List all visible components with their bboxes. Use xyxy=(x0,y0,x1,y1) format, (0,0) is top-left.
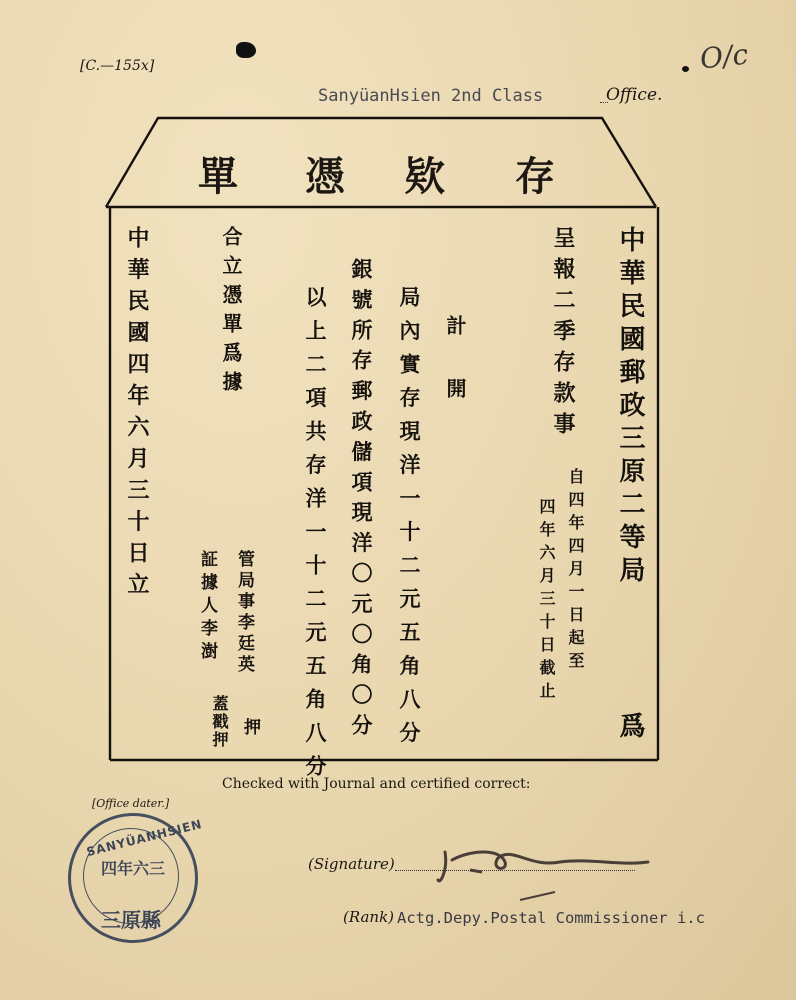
office-name: SanyüanHsien 2nd Class xyxy=(318,86,544,106)
manager-column: 管局事李廷英 xyxy=(234,550,254,676)
office-dater-label: [Office dater.] xyxy=(92,797,170,810)
office-suffix: 爲 xyxy=(615,712,645,738)
basis-column: 合立憑單爲據 xyxy=(219,226,243,400)
item-2: 銀號所存郵政儲項現洋〇元〇角〇分 xyxy=(349,258,374,745)
title-char-3: 憑 xyxy=(305,153,347,200)
office-word: Office. xyxy=(606,85,663,105)
postmark-bottom-text: 三原縣 xyxy=(101,908,161,932)
title-char-1: 存 xyxy=(515,153,557,200)
witness-seal: 蓋戳押 xyxy=(210,695,229,749)
witness-column: 証據人李澍 xyxy=(197,550,217,665)
kai-char: 開 xyxy=(443,378,467,398)
handwritten-note: O/c xyxy=(698,37,750,76)
period-from: 自四年四月一日起至 xyxy=(566,468,585,675)
item-1: 局內實存現洋一十二元五角八分 xyxy=(397,286,422,755)
signature-label: (Signature) xyxy=(308,855,395,873)
title-char-4: 單 xyxy=(198,153,240,200)
ji-char: 計 xyxy=(443,315,467,335)
rank-value: Actg.Depy.Postal Commissioner i.c xyxy=(397,909,705,927)
checked-statement: Checked with Journal and certified correct: xyxy=(222,776,531,792)
date-column: 中華民國四年六月三十日立 xyxy=(124,226,150,604)
title-char-2: 欵 xyxy=(405,153,447,200)
item-total: 以上二項共存洋一十二元五角八分 xyxy=(303,286,328,789)
postmark-date: 四年六三 xyxy=(101,859,166,878)
office-column: 中華民國郵政三原二等局 xyxy=(615,226,645,589)
postmark-top-text: SANYÜANHSIEN xyxy=(85,816,204,860)
form-number: [C.—155x] xyxy=(80,58,155,74)
manager-seal: 押 xyxy=(240,718,260,735)
period-to: 四年六月三十日截止 xyxy=(537,498,556,705)
report-column: 呈報二季存款事 xyxy=(550,226,576,443)
rank-label: (Rank) xyxy=(343,908,395,926)
